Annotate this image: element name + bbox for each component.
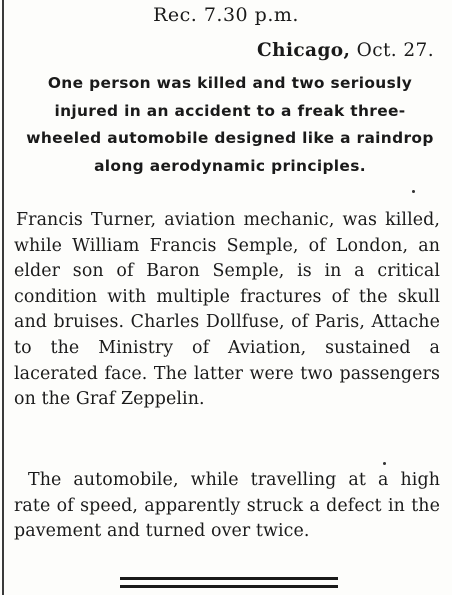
column-rule: [2, 0, 4, 595]
end-rule-bottom: [120, 585, 338, 588]
dateline: [257, 40, 434, 61]
end-rule-top: [120, 577, 338, 580]
ink-speck: [412, 190, 415, 193]
body-paragraph-1: Francis Turner, aviation mechanic, was killed, while William Francis Semple, of London, an elder son of Baron Semple, is in a critical condition with multiple fractures of the skull and bruises. Charles Dollfuse, of Paris, Attache to the Ministry of Aviation, sustained a lacerated face. The latter were two passengers on the Graf Zeppelin.: [14, 210, 440, 410]
dateline-city: Chicago,: [256, 40, 351, 61]
dateline-date: Oct. 27.: [356, 40, 434, 61]
lead-paragraph: One person was killed and two seriously injured in an accident to a freak three-wheeled automobile designed like a raindrop along aerodynamic principles.: [26, 74, 434, 175]
body-paragraph-2: The automobile, while travelling at a high rate of speed, apparently struck a defect in the pavement and turned over twice.: [14, 470, 440, 542]
ink-speck: [383, 462, 386, 465]
received-time: Rec. 7.30 p.m.: [153, 4, 299, 26]
